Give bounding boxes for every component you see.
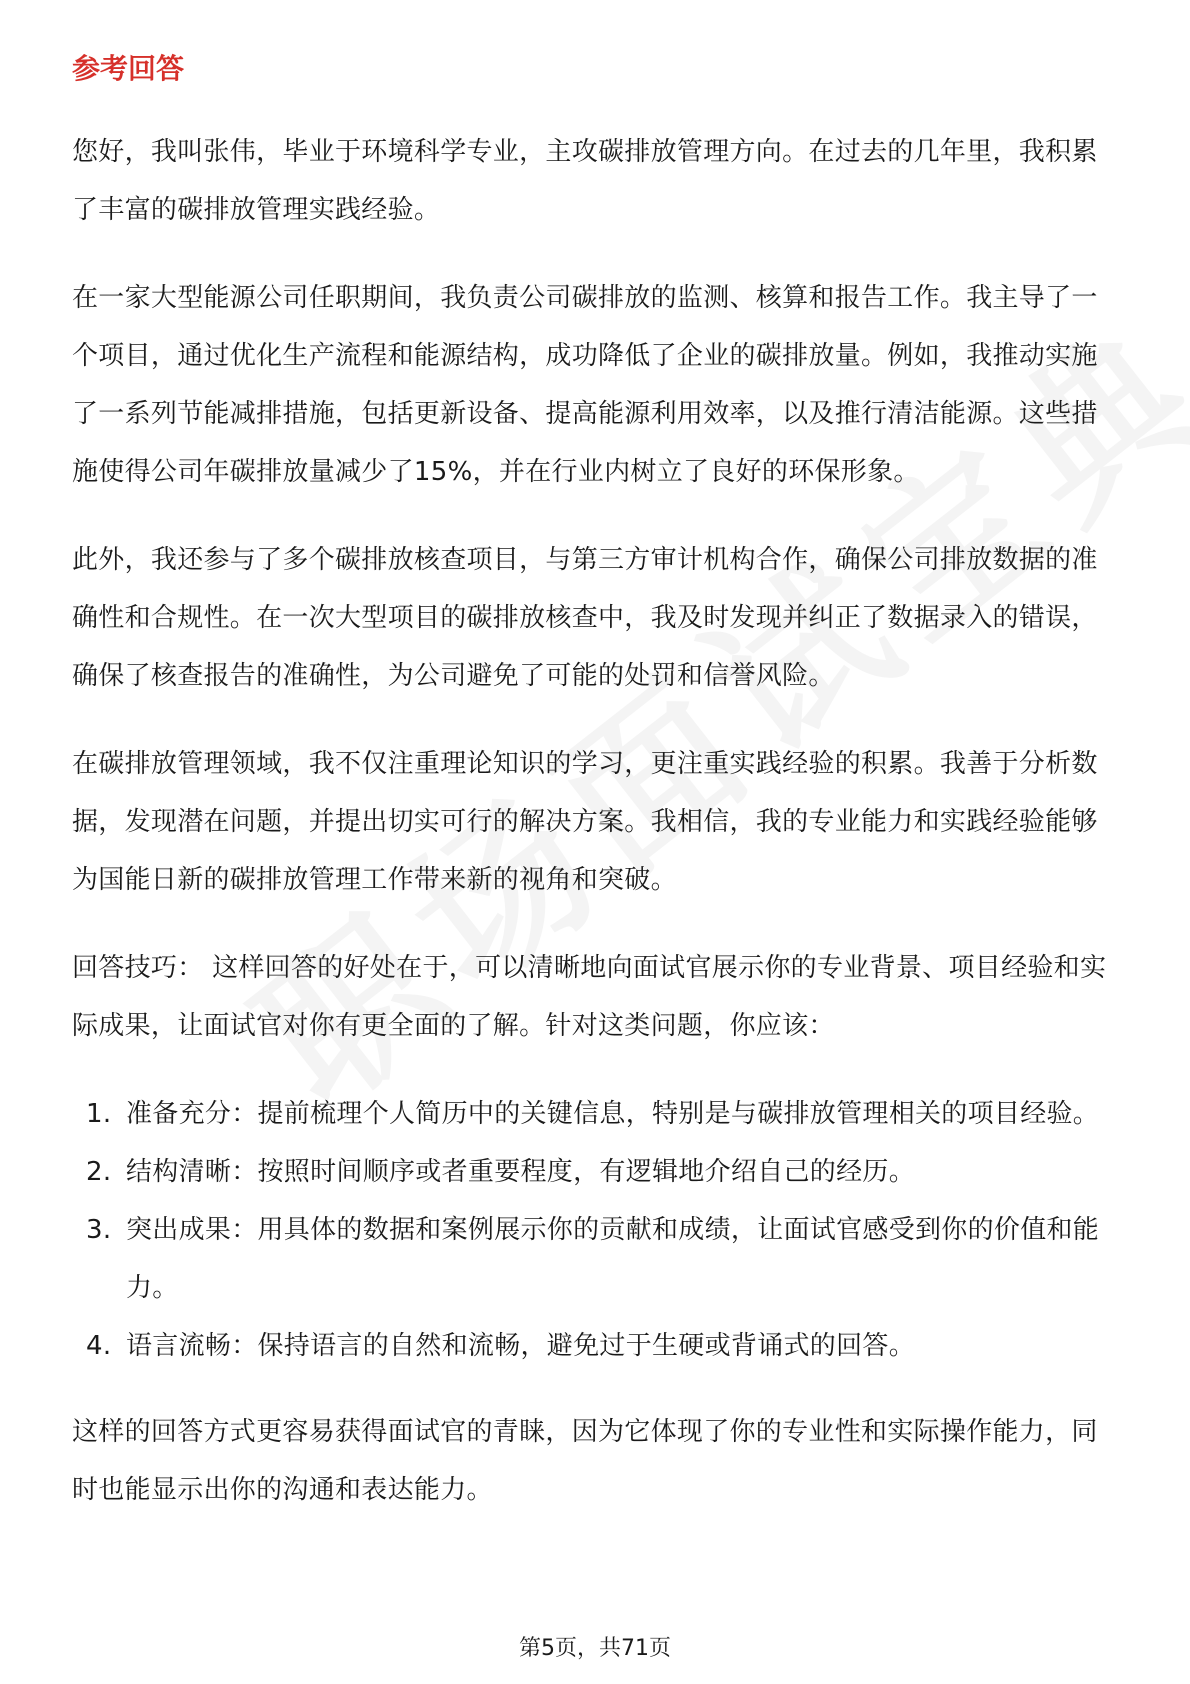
- list-item-text: 结构清晰：按照时间顺序或者重要程度，有逻辑地介绍自己的经历。: [126, 1157, 916, 1187]
- list-item-text: 准备充分：提前梳理个人简历中的关键信息，特别是与碳排放管理相关的项目经验。: [126, 1099, 1100, 1129]
- list-item-text: 语言流畅：保持语言的自然和流畅，避免过于生硬或背诵式的回答。: [126, 1331, 916, 1361]
- list-item: [72, 1085, 1122, 1143]
- paragraph-expertise: 在碳排放管理领域，我不仅注重理论知识的学习，更注重实践经验的积累。我善于分析数据，发现潜在问题，并提出切实可行的解决方案。我相信，我的专业能力和实践经验能够为国能日新的碳排放管理工作带来新的视角和突破。: [72, 749, 1098, 895]
- document-body: [72, 45, 1122, 1549]
- list-item: [72, 1201, 1122, 1317]
- paragraph-intro: 您好，我叫张伟，毕业于环境科学专业，主攻碳排放管理方向。在过去的几年里，我积累了丰富的碳排放管理实践经验。: [72, 137, 1098, 225]
- paragraph-answer-tips: 回答技巧： 这样回答的好处在于，可以清晰地向面试官展示你的专业背景、项目经验和实际成果，让面试官对你有更全面的了解。针对这类问题，你应该：: [72, 953, 1107, 1041]
- list-item-number: 4.: [86, 1331, 112, 1361]
- paragraph-energy-company: 在一家大型能源公司任职期间，我负责公司碳排放的监测、核算和报告工作。我主导了一个项目，通过优化生产流程和能源结构，成功降低了企业的碳排放量。例如，我推动实施了一系列节能减排措施，包括更新设备、提高能源利用效率，以及推行清洁能源。这些措施使得公司年碳排放量减少了15%，并在行业内树立了良好的环保形象。: [72, 283, 1098, 487]
- tips-list: [72, 1085, 1122, 1375]
- list-item: [72, 1143, 1122, 1201]
- list-item-number: 3.: [86, 1215, 112, 1245]
- paragraph-closing: 这样的回答方式更容易获得面试官的青睐，因为它体现了你的专业性和实际操作能力，同时也能显示出你的沟通和表达能力。: [72, 1417, 1098, 1505]
- list-item: [72, 1317, 1122, 1375]
- list-item-number: 2.: [86, 1157, 112, 1187]
- list-item-text: 突出成果：用具体的数据和案例展示你的贡献和成绩，让面试官感受到你的价值和能力。: [126, 1215, 1100, 1303]
- list-item-number: 1.: [86, 1099, 112, 1129]
- section-title: 参考回答: [72, 52, 185, 85]
- page-number-footer: 第5页，共71页: [519, 1636, 671, 1661]
- paragraph-verification: 此外，我还参与了多个碳排放核查项目，与第三方审计机构合作，确保公司排放数据的准确性和合规性。在一次大型项目的碳排放核查中，我及时发现并纠正了数据录入的错误，确保了核查报告的准确性，为公司避免了可能的处罚和信誉风险。: [72, 545, 1098, 691]
